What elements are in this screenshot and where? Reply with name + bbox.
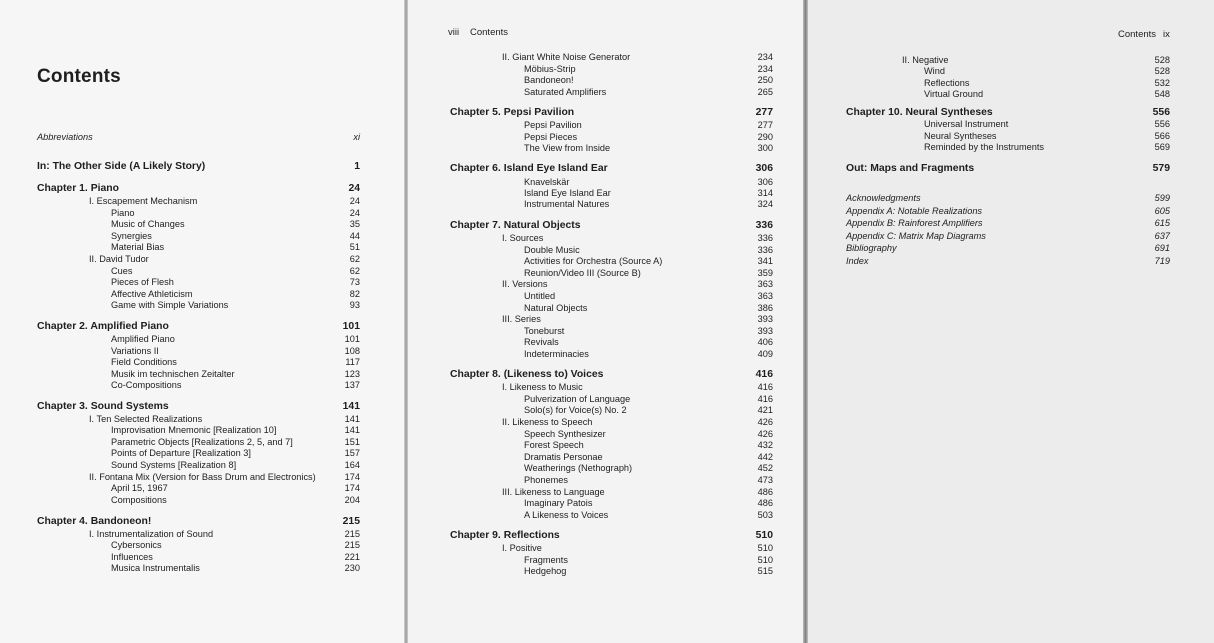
toc-entry-label: Cues: [111, 266, 133, 276]
toc-entry-label: Universal Instrument: [924, 119, 1009, 129]
toc-entry: [502, 278, 773, 290]
toc-entry: [111, 494, 360, 506]
toc-entry-page-number: 35: [349, 219, 360, 229]
toc-entry: [111, 482, 360, 494]
toc-entry-label: Chapter 1. Piano: [37, 183, 119, 194]
toc-entry: [111, 276, 360, 288]
toc-backmatter-entry: [37, 131, 360, 143]
toc-entry-page-number: 615: [1154, 218, 1170, 228]
toc-entry-label: I. Instrumentalization of Sound: [89, 529, 214, 539]
toc-entry-label: Pepsi Pieces: [524, 132, 578, 142]
toc-entry-page-number: 93: [349, 300, 360, 310]
toc-entry: [111, 356, 360, 368]
toc-entry-label: Index: [846, 256, 869, 266]
toc-entry-label: Double Music: [524, 245, 580, 255]
toc-entry-page-number: 277: [757, 120, 773, 130]
toc-entry-label: Chapter 2. Amplified Piano: [37, 321, 169, 332]
toc-entry-page-number: 426: [757, 429, 773, 439]
toc-entry-page-number: 503: [757, 510, 773, 520]
toc-entry-label: Appendix A: Notable Realizations: [846, 206, 983, 216]
toc-entry: [524, 74, 773, 86]
toc-entry-page-number: 556: [1152, 107, 1170, 118]
toc-entry: [111, 218, 360, 230]
toc-entry-label: Affective Athleticism: [111, 289, 193, 299]
toc-entry: [524, 497, 773, 509]
toc-entry-page-number: 473: [757, 475, 773, 485]
toc-entry-label: The View from Inside: [524, 143, 611, 153]
toc-entry-label: Reflections: [924, 78, 970, 88]
toc-entry-page-number: 51: [349, 242, 360, 252]
toc-entry-page-number: 416: [755, 369, 773, 380]
toc-entry: [524, 565, 773, 577]
toc-entry-page-number: 432: [757, 440, 773, 450]
toc-entry-page-number: 363: [757, 291, 773, 301]
toc-entry: [524, 198, 773, 210]
toc-entry-page-number: 691: [1154, 243, 1170, 253]
middle-page: [407, 0, 804, 643]
page-title: Contents: [37, 66, 121, 87]
toc-backmatter-entry: [846, 255, 1170, 267]
toc-chapter-entry: [846, 162, 1170, 176]
toc-entry-label: Synergies: [111, 231, 152, 241]
toc-entry-label: Imaginary Patois: [524, 498, 593, 508]
toc-entry-label: Pulverization of Language: [524, 394, 631, 404]
toc-entry-page-number: 306: [757, 177, 773, 187]
toc-entry-label: Appendix C: Matrix Map Diagrams: [846, 231, 986, 241]
toc-entry-page-number: 117: [345, 357, 360, 367]
toc-entry-label: Music of Changes: [111, 219, 185, 229]
toc-entry-label: Field Conditions: [111, 357, 177, 367]
toc-entry-page-number: 62: [349, 254, 360, 264]
toc-entry-label: Chapter 3. Sound Systems: [37, 401, 169, 412]
toc-entry-label: Points of Departure [Realization 3]: [111, 448, 251, 458]
toc-entry: [111, 299, 360, 311]
toc-entry-page-number: 637: [1154, 231, 1170, 241]
toc-entry-label: April 15, 1967: [111, 483, 168, 493]
toc-entry-label: Reminded by the Instruments: [924, 142, 1045, 152]
toc-entry-label: II. Negative: [902, 55, 949, 65]
toc-entry-page-number: 569: [1154, 142, 1170, 152]
toc-entry-page-number: 452: [757, 463, 773, 473]
toc-entry-page-number: 157: [344, 448, 360, 458]
toc-entry-page-number: 336: [757, 233, 773, 243]
toc-entry-page-number: 486: [757, 487, 773, 497]
running-head-page-number: ix: [1163, 29, 1170, 40]
toc-entry: [111, 379, 360, 391]
toc-entry-page-number: 24: [349, 208, 360, 218]
toc-entry-page-number: 277: [755, 107, 773, 118]
toc-entry-page-number: 300: [757, 143, 773, 153]
toc-entry-label: Möbius-Strip: [524, 64, 576, 74]
toc-entry-page-number: 486: [757, 498, 773, 508]
toc-backmatter-entry: [846, 230, 1170, 242]
toc-entry-page-number: 141: [344, 425, 360, 435]
toc-chapter-entry: [37, 320, 360, 334]
toc-entry-label: Bandoneon!: [524, 75, 574, 85]
toc-entry-page-number: 234: [757, 64, 773, 74]
toc-entry: [524, 348, 773, 360]
toc-backmatter-entry: [846, 205, 1170, 217]
toc-backmatter-entry: [846, 217, 1170, 229]
toc-entry-page-number: 230: [344, 563, 360, 573]
toc-entry-page-number: 532: [1154, 78, 1170, 88]
toc-entry-label: Weatherings (Nethograph): [524, 463, 633, 473]
toc-entry-page-number: 442: [757, 452, 773, 462]
toc-entry: [924, 88, 1170, 100]
toc-entry-page-number: 24: [348, 183, 360, 194]
toc-entry-page-number: 234: [757, 52, 773, 62]
toc-chapter-entry: [450, 106, 773, 120]
toc-entry: [502, 416, 773, 428]
toc-entry-label: Hedgehog: [524, 566, 567, 576]
toc-entry-page-number: 137: [344, 380, 360, 390]
toc-chapter-entry: [37, 400, 360, 414]
toc-entry: [924, 118, 1170, 130]
toc-entry-page-number: 290: [757, 132, 773, 142]
toc-entry-page-number: 416: [757, 394, 773, 404]
toc-entry-label: I. Likeness to Music: [502, 382, 583, 392]
book-gutter: [404, 0, 408, 643]
toc-entry-label: Chapter 6. Island Eye Island Ear: [450, 163, 608, 174]
toc-entry-label: Phonemes: [524, 475, 568, 485]
toc-chapter-entry: [450, 219, 773, 233]
toc-entry-label: Indeterminacies: [524, 349, 589, 359]
toc-entry-label: I. Ten Selected Realizations: [89, 414, 203, 424]
toc-entry-page-number: 82: [349, 289, 360, 299]
toc-entry-label: Chapter 8. (Likeness to) Voices: [450, 369, 604, 380]
toc-entry-page-number: 306: [755, 163, 773, 174]
toc-entry-page-number: 250: [757, 75, 773, 85]
toc-entry-label: Pepsi Pavilion: [524, 120, 582, 130]
toc-entry-label: Toneburst: [524, 326, 565, 336]
toc-entry: [524, 404, 773, 416]
toc-entry-page-number: 605: [1154, 206, 1170, 216]
toc-entry: [524, 474, 773, 486]
toc-entry: [524, 509, 773, 521]
toc-entry-label: Acknowledgments: [846, 193, 921, 203]
toc-entry-label: Revivals: [524, 337, 559, 347]
toc-entry-label: Game with Simple Variations: [111, 300, 229, 310]
toc-entry-label: Amplified Piano: [111, 334, 175, 344]
toc-entry-label: Abbreviations: [37, 132, 93, 142]
toc-entry: [524, 439, 773, 451]
toc-entry: [111, 539, 360, 551]
toc-entry-page-number: 406: [757, 337, 773, 347]
toc-entry-page-number: 324: [757, 199, 773, 209]
toc-backmatter-entry: [846, 242, 1170, 254]
toc-entry-page-number: 123: [344, 369, 360, 379]
toc-entry-label: Cybersonics: [111, 540, 162, 550]
toc-entry-page-number: 215: [342, 516, 360, 527]
toc-chapter-entry: [37, 182, 360, 196]
toc-entry-label: II. Fontana Mix (Version for Bass Drum and Electronics): [89, 472, 316, 482]
toc-entry-page-number: xi: [353, 132, 360, 142]
toc-entry-label: Island Eye Island Ear: [524, 188, 611, 198]
toc-entry-label: II. Versions: [502, 279, 548, 289]
toc-entry-page-number: 151: [344, 437, 360, 447]
toc-entry: [524, 462, 773, 474]
toc-entry-label: Untitled: [524, 291, 556, 301]
toc-entry: [524, 142, 773, 154]
toc-entry-label: III. Likeness to Language: [502, 487, 605, 497]
toc-entry-label: Knavelskär: [524, 177, 570, 187]
toc-entry-label: Natural Objects: [524, 303, 588, 313]
toc-entry-label: I. Sources: [502, 233, 544, 243]
toc-entry: [111, 333, 360, 345]
toc-entry: [524, 86, 773, 98]
toc-entry-label: Musica Instrumentalis: [111, 563, 200, 573]
toc-entry-page-number: 421: [757, 405, 773, 415]
toc-entry: [111, 424, 360, 436]
toc-entry-label: I. Escapement Mechanism: [89, 196, 198, 206]
toc-chapter-entry: [450, 162, 773, 176]
toc-entry-page-number: 341: [757, 256, 773, 266]
toc-entry-label: Virtual Ground: [924, 89, 984, 99]
toc-entry: [502, 381, 773, 393]
toc-entry-page-number: 556: [1154, 119, 1170, 129]
toc-entry-page-number: 73: [349, 277, 360, 287]
book-gutter: [803, 0, 808, 643]
toc-entry-page-number: 393: [757, 314, 773, 324]
toc-entry-label: Instrumental Natures: [524, 199, 610, 209]
toc-entry-label: Piano: [111, 208, 135, 218]
toc-entry-page-number: 44: [349, 231, 360, 241]
toc-entry-page-number: 101: [342, 321, 360, 332]
toc-entry-label: In: The Other Side (A Likely Story): [37, 161, 206, 172]
running-head-title: Contents: [470, 27, 509, 38]
toc-entry-label: A Likeness to Voices: [524, 510, 609, 520]
toc-entry-label: Chapter 5. Pepsi Pavilion: [450, 107, 575, 118]
toc-entry-page-number: 426: [757, 417, 773, 427]
toc-entry-label: Forest Speech: [524, 440, 584, 450]
toc-entry-label: I. Positive: [502, 543, 542, 553]
toc-entry-label: Solo(s) for Voice(s) No. 2: [524, 405, 627, 415]
toc-entry: [111, 241, 360, 253]
toc-entry-page-number: 416: [757, 382, 773, 392]
toc-entry-label: Co-Compositions: [111, 380, 182, 390]
toc-entry-page-number: 528: [1154, 66, 1170, 76]
running-head-page-number: viii: [448, 27, 460, 38]
toc-entry-label: Wind: [924, 66, 945, 76]
toc-chapter-entry: [37, 515, 360, 529]
toc-entry-page-number: 101: [344, 334, 360, 344]
toc-entry-page-number: 548: [1154, 89, 1170, 99]
toc-entry: [524, 290, 773, 302]
toc-entry-page-number: 215: [344, 540, 360, 550]
toc-entry-page-number: 528: [1154, 55, 1170, 65]
toc-entry-label: Neural Syntheses: [924, 131, 997, 141]
toc-entry-page-number: 204: [344, 495, 360, 505]
toc-entry: [502, 313, 773, 325]
toc-entry-page-number: 221: [344, 552, 360, 562]
toc-entry-page-number: 174: [344, 472, 360, 482]
toc-entry: [924, 65, 1170, 77]
toc-entry-page-number: 141: [342, 401, 360, 412]
toc-entry-page-number: 174: [344, 483, 360, 493]
toc-entry-label: Parametric Objects [Realizations 2, 5, and 7]: [111, 437, 293, 447]
toc-entry-page-number: 141: [344, 414, 360, 424]
toc-entry-page-number: 164: [344, 460, 360, 470]
toc-entry-label: Out: Maps and Fragments: [846, 163, 975, 174]
toc-entry-page-number: 515: [757, 566, 773, 576]
toc-chapter-entry: [450, 368, 773, 382]
toc-entry: [111, 459, 360, 471]
right-page: [806, 0, 1214, 643]
toc-entry-label: Activities for Orchestra (Source A): [524, 256, 663, 266]
toc-entry-label: Improvisation Mnemonic [Realization 10]: [111, 425, 277, 435]
toc-entry-page-number: 409: [757, 349, 773, 359]
toc-entry-label: Musik im technischen Zeitalter: [111, 369, 235, 379]
toc-entry-label: Chapter 9. Reflections: [450, 530, 560, 541]
toc-entry-label: Influences: [111, 552, 153, 562]
toc-entry-page-number: 719: [1154, 256, 1170, 266]
toc-entry-page-number: 566: [1154, 131, 1170, 141]
toc-entry-page-number: 215: [344, 529, 360, 539]
toc-entry-label: II. Giant White Noise Generator: [502, 52, 631, 62]
toc-entry-page-number: 62: [349, 266, 360, 276]
toc-entry-label: Dramatis Personae: [524, 452, 603, 462]
toc-entry-page-number: 265: [757, 87, 773, 97]
toc-entry-page-number: 363: [757, 279, 773, 289]
toc-entry-label: Variations II: [111, 346, 159, 356]
toc-entry-label: II. David Tudor: [89, 254, 149, 264]
toc-entry-page-number: 510: [757, 555, 773, 565]
toc-entry-page-number: 1: [354, 161, 360, 172]
toc-entry-label: Bibliography: [846, 243, 897, 253]
toc-entry-label: Saturated Amplifiers: [524, 87, 607, 97]
toc-entry: [524, 336, 773, 348]
toc-chapter-entry: [37, 160, 360, 174]
toc-entry-label: Compositions: [111, 495, 167, 505]
toc-entry-label: Sound Systems [Realization 8]: [111, 460, 237, 470]
toc-entry: [502, 232, 773, 244]
toc-entry-page-number: 359: [757, 268, 773, 278]
toc-entry-page-number: 336: [755, 220, 773, 231]
toc-entry-page-number: 314: [757, 188, 773, 198]
toc-entry-page-number: 108: [344, 346, 360, 356]
toc-entry-page-number: 599: [1154, 193, 1170, 203]
toc-entry-label: Appendix B: Rainforest Amplifiers: [846, 218, 983, 228]
toc-entry: [524, 119, 773, 131]
toc-entry-label: II. Likeness to Speech: [502, 417, 593, 427]
toc-entry: [524, 255, 773, 267]
toc-entry-page-number: 579: [1152, 163, 1170, 174]
toc-entry-page-number: 393: [757, 326, 773, 336]
toc-entry: [924, 141, 1170, 153]
toc-entry-label: Pieces of Flesh: [111, 277, 174, 287]
toc-entry-label: Speech Synthesizer: [524, 429, 606, 439]
left-page: [0, 0, 406, 643]
toc-entry-page-number: 336: [757, 245, 773, 255]
running-head-title: Contents: [1118, 29, 1157, 40]
toc-entry-label: Chapter 7. Natural Objects: [450, 220, 581, 231]
toc-entry: [111, 447, 360, 459]
toc-entry-page-number: 24: [349, 196, 360, 206]
toc-entry-label: Fragments: [524, 555, 568, 565]
toc-entry-page-number: 510: [757, 543, 773, 553]
toc-entry-label: Chapter 10. Neural Syntheses: [846, 107, 993, 118]
toc-entry: [502, 542, 773, 554]
toc-chapter-entry: [450, 529, 773, 543]
toc-entry-page-number: 510: [755, 530, 773, 541]
toc-entry-label: Reunion/Video III (Source B): [524, 268, 641, 278]
toc-entry-label: Chapter 4. Bandoneon!: [37, 516, 152, 527]
toc-entry-page-number: 386: [757, 303, 773, 313]
toc-entry: [111, 562, 360, 574]
toc-backmatter-entry: [846, 192, 1170, 204]
toc-entry-label: Material Bias: [111, 242, 165, 252]
toc-entry: [89, 195, 360, 207]
toc-entry-label: III. Series: [502, 314, 541, 324]
toc-entry: [502, 51, 773, 63]
toc-entry: [89, 253, 360, 265]
